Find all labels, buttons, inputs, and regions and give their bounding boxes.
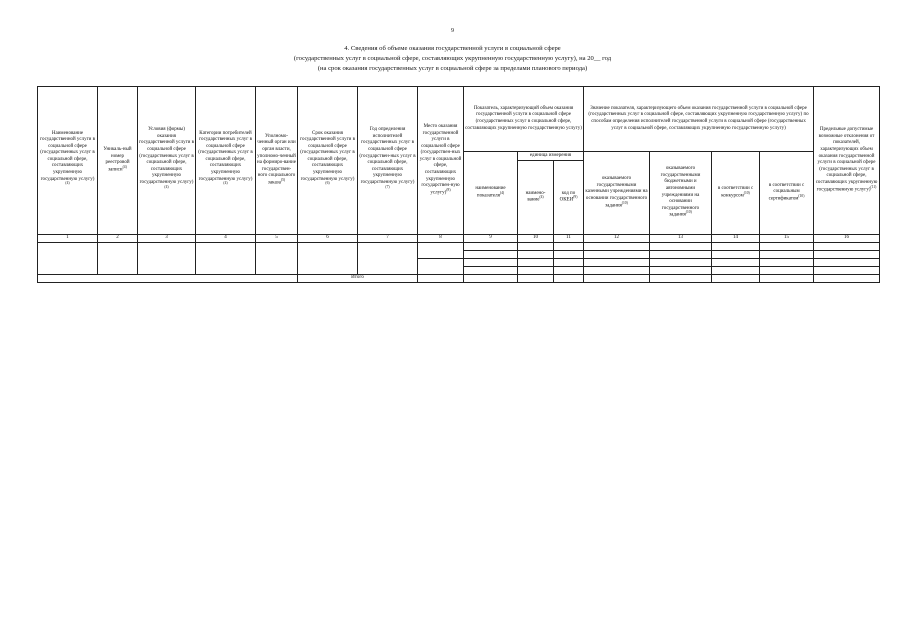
col-number: 3 xyxy=(138,235,196,243)
col-number: 15 xyxy=(760,235,814,243)
table-cell xyxy=(760,258,814,266)
header-service-term: Срок оказания государственной услуги в социальной сфере (государственных услуг в социальной сфере, составляющих укрупненную государственную услугу)$^{(6)}$ xyxy=(298,87,358,235)
table-cell xyxy=(584,258,650,266)
table-cell xyxy=(760,266,814,274)
col-number: 5 xyxy=(256,235,298,243)
table-cell xyxy=(518,242,554,250)
col-number: 9 xyxy=(464,235,518,243)
table-cell xyxy=(38,242,98,274)
header-authorized-body: Уполномо-ченный орган или орган власти, уполномо-ченный на формиро-вание государствен-ного социального заказа$^{(5)}$ xyxy=(256,87,298,235)
table-cell xyxy=(712,274,760,282)
table-cell xyxy=(650,258,712,266)
table-cell xyxy=(518,274,554,282)
header-permissible-deviations: Предельные допустимые возможные отклонения от показателей, характеризующих объем оказания государственной услуги в социальной сфере (государственных услуг в социальной сфере, составляющих укрупненную государственную услугу)$^{(11)}$ xyxy=(814,87,880,235)
table-cell xyxy=(650,242,712,250)
table-cell xyxy=(358,242,418,274)
table-cell xyxy=(418,258,464,274)
col-number: 16 xyxy=(814,235,880,243)
table-cell xyxy=(464,274,518,282)
col-number: 4 xyxy=(196,235,256,243)
table-cell xyxy=(298,242,358,274)
table-cell xyxy=(650,266,712,274)
table-cell xyxy=(518,258,554,266)
table-cell xyxy=(554,274,584,282)
table-cell xyxy=(650,274,712,282)
header-year-of-selection: Год определения исполнителей государственных услуг в социальной сфере (государствен-ных услуг в социальной сфере, составляющих укрупненную государственную услугу)$^{(7)}$ xyxy=(358,87,418,235)
table-cell xyxy=(38,274,298,282)
table-cell xyxy=(712,242,760,250)
table-cell xyxy=(518,250,554,258)
table-cell xyxy=(814,250,880,258)
header-conditions: Условия (формы) оказания государственной услуги в социальной сфере (государственных услуг в социальной сфере, составляющих укрупненную государственную услугу)$^{(4)}$ xyxy=(138,87,196,235)
table-cell xyxy=(712,266,760,274)
header-consumer-categories: Категории потребителей государственных услуг в социальной сфере (государственных услуг в социальной сфере, составляющих укрупненную государственную услугу)$^{(4)}$ xyxy=(196,87,256,235)
table-cell xyxy=(98,242,138,274)
table-cell xyxy=(464,242,518,250)
header-volume-indicator-group: Показатель, характеризующий объем оказания государственной услуги в социальной сфере (государственных услуг в социальной сфере, составляющих укрупненную государственную услугу) xyxy=(464,87,584,152)
header-okei-code: код по ОКЕИ$^{(9)}$ xyxy=(554,161,584,235)
header-service-name: Наименование государственной услуги в социальной сфере (государственных услуг в социальной сфере, составляющих укрупненную государственную услугу)$^{(4)}$ xyxy=(38,87,98,235)
header-by-certificate: в соответствии с социальным сертификатом$^{(10)}$ xyxy=(760,152,814,235)
table-cell xyxy=(518,266,554,274)
header-registry-number: Уникаль-ный номер реестровой записи$^{(4)}$ xyxy=(98,87,138,235)
total-label: Итого xyxy=(298,274,418,282)
table-cell xyxy=(138,242,196,274)
table-cell xyxy=(554,250,584,258)
col-number: 11 xyxy=(554,235,584,243)
volume-table xyxy=(37,86,880,283)
heading-line-2: (государственных услуг в социальной сфере, составляющих укрупненную государственную услугу), на 20__ год xyxy=(293,55,612,62)
heading-line-3: (на срок оказания государственных услуг в социальной сфере за пределами планового периода) xyxy=(317,65,588,72)
table-cell xyxy=(760,274,814,282)
total-row xyxy=(38,274,880,282)
header-budget-institutions: оказываемого государственными бюджетными и автономными учреждениями на основании государственного задания$^{(10)}$ xyxy=(650,152,712,235)
table-cell xyxy=(712,250,760,258)
header-indicator-value-group: Значение показателя, характеризующего объем оказания государственной услуги в социальной сфере (государственных услуг в социальной сфере, составляющих укрупненную государственную услугу) по способам определения исполнителей государственной услуги в социальной сфере (государственных услуг в социальной сфере, составляющих укрупненную государственную услугу) xyxy=(584,87,814,152)
col-number: 7 xyxy=(358,235,418,243)
col-number: 2 xyxy=(98,235,138,243)
table-cell xyxy=(814,258,880,266)
col-number: 1 xyxy=(38,235,98,243)
table-cell xyxy=(554,258,584,266)
table-cell xyxy=(464,250,518,258)
table-cell xyxy=(814,274,880,282)
section-heading xyxy=(0,44,905,74)
table-cell xyxy=(418,242,464,258)
table-cell xyxy=(814,266,880,274)
header-by-competition: в соответствии с конкурсом$^{(10)}$ xyxy=(712,152,760,235)
col-number: 10 xyxy=(518,235,554,243)
table-cell xyxy=(256,242,298,274)
column-number-row xyxy=(38,235,880,243)
table-cell xyxy=(584,242,650,250)
table-cell xyxy=(554,242,584,250)
table-cell xyxy=(760,250,814,258)
table-cell xyxy=(418,274,464,282)
heading-line-1: 4. Сведения об объеме оказания государственной услуги в социальной сфере xyxy=(344,45,561,52)
col-number: 8 xyxy=(418,235,464,243)
table-cell xyxy=(554,266,584,274)
header-indicator-name: наименование показателя$^{(4)}$ xyxy=(464,152,518,235)
col-number: 6 xyxy=(298,235,358,243)
table-cell xyxy=(464,266,518,274)
header-service-place: Место оказания государственной услуги в социальной сфере (государствен-ных услуг в социальной сфере, составляющих укрупненную государствен-ную услугу)$^{(8)}$ xyxy=(418,87,464,235)
table-cell xyxy=(196,242,256,274)
table-cell xyxy=(650,250,712,258)
table-cell xyxy=(712,258,760,266)
header-unit-name: наимено-вание$^{(4)}$ xyxy=(518,161,554,235)
table-cell xyxy=(464,258,518,266)
col-number: 12 xyxy=(584,235,650,243)
header-state-institutions: оказываемого государственными казенными учреждениями на основании государственного задания$^{(10)}$ xyxy=(584,152,650,235)
header-unit-group: единица измерения xyxy=(518,152,584,161)
table-row xyxy=(38,242,880,250)
table-cell xyxy=(584,250,650,258)
page-number: 9 xyxy=(451,28,454,34)
col-number: 13 xyxy=(650,235,712,243)
table-cell xyxy=(760,242,814,250)
table-cell xyxy=(584,274,650,282)
table-cell xyxy=(584,266,650,274)
col-number: 14 xyxy=(712,235,760,243)
table-cell xyxy=(814,242,880,250)
